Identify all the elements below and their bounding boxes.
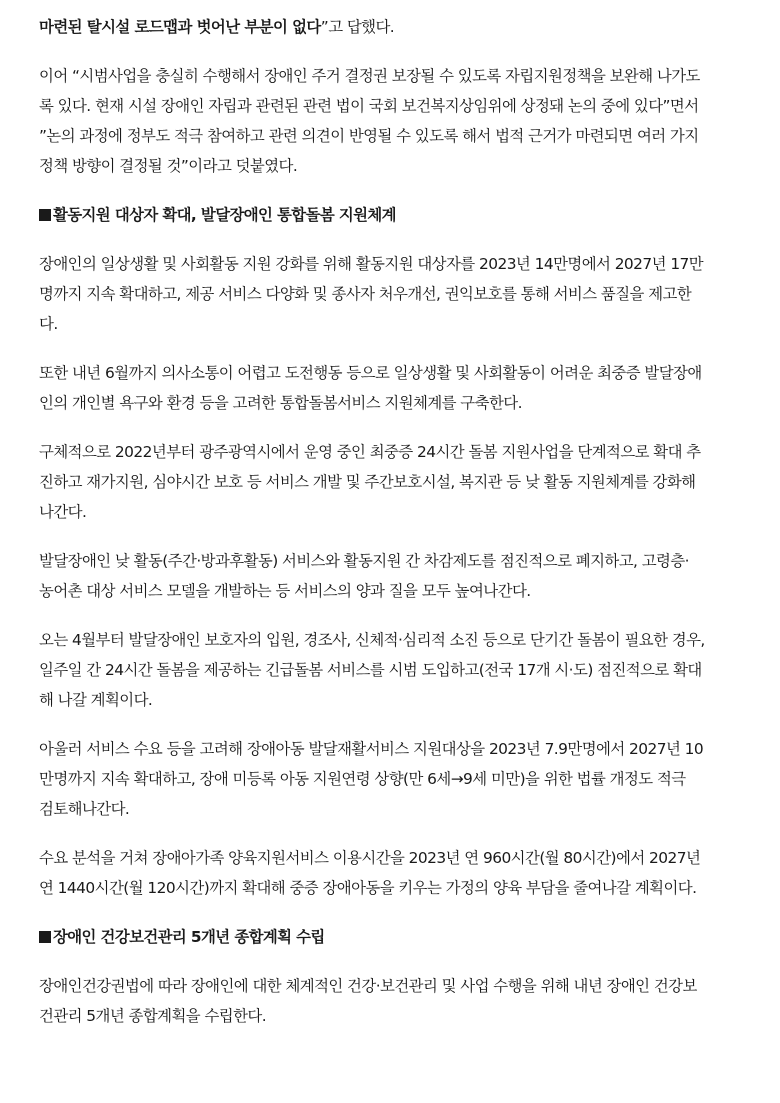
text-line: 구체적으로 2022년부터 광주광역시에서 운영 중인 최중증 24시간 돌봄 지원사업을 단계적으로 확대 추 xyxy=(39,443,701,461)
text-line: 인의 개인별 욕구와 환경 등을 고려한 통합돌봄서비스 지원체계를 구축한다. xyxy=(39,394,522,412)
section-heading-health-plan xyxy=(39,922,751,952)
text-line: 정책 방향이 결정될 것”이라고 덧붙였다. xyxy=(39,157,298,175)
text-line: 다. xyxy=(39,315,58,333)
black-square-bullet-icon xyxy=(39,931,51,943)
text-line: 농어촌 대상 서비스 모델을 개발하는 등 서비스의 양과 질을 모두 높여나간다. xyxy=(39,582,531,600)
quote-bold-text: 마련된 탈시설 로드맵과 벗어난 부분이 없다 xyxy=(39,18,321,36)
paragraph-gwangju-program xyxy=(39,437,751,527)
paragraph-emergency-care xyxy=(39,625,751,715)
text-line: 발달장애인 낮 활동(주간·방과후활동) 서비스와 활동지원 간 차감제도를 점진적으로 폐지하고, 고령층· xyxy=(39,552,690,570)
black-square-bullet-icon xyxy=(39,209,51,221)
text-line: 해 나갈 계획이다. xyxy=(39,691,153,709)
paragraph-official-comment xyxy=(39,61,751,181)
text-line: 나간다. xyxy=(39,503,87,521)
section-heading-text: 장애인 건강보건관리 5개년 종합계획 수립 xyxy=(53,928,325,946)
text-line: 일주일 간 24시간 돌봄을 제공하는 긴급돌봄 서비스를 시범 도입하고(전국 17개 시·도) 점진적으로 확대 xyxy=(39,661,702,679)
paragraph-parenting-support xyxy=(39,843,751,903)
article-body xyxy=(39,12,751,1031)
text-line: 오는 4월부터 발달장애인 보호자의 입원, 경조사, 신체적·심리적 소진 등으로 단기간 돌봄이 필요한 경우, xyxy=(39,631,705,649)
paragraph-quote-ending xyxy=(39,12,751,42)
quote-trailing-text: ”고 답했다. xyxy=(320,18,395,36)
paragraph-integrated-care xyxy=(39,358,751,418)
text-line: 검토해나간다. xyxy=(39,800,130,818)
text-line: 장애인의 일상생활 및 사회활동 지원 강화를 위해 활동지원 대상자를 2023년 14만명에서 2027년 17만 xyxy=(39,255,704,273)
paragraph-day-activity xyxy=(39,546,751,606)
paragraph-activity-support xyxy=(39,249,751,339)
paragraph-health-plan xyxy=(39,971,751,1031)
paragraph-rehab-service xyxy=(39,734,751,824)
text-line: ”논의 과정에 정부도 적극 참여하고 관련 의견이 반영될 수 있도록 해서 법적 근거가 마련되면 여러 가지 xyxy=(39,127,699,145)
text-line: 또한 내년 6월까지 의사소통이 어렵고 도전행동 등으로 일상생활 및 사회활동이 어려운 최중증 발달장애 xyxy=(39,364,702,382)
text-line: 아울러 서비스 수요 등을 고려해 장애아동 발달재활서비스 지원대상을 2023년 7.9만명에서 2027년 10 xyxy=(39,740,704,758)
text-line: 연 1440시간(월 120시간)까지 확대해 중증 장애아동을 키우는 가정의 양육 부담을 줄여나갈 계획이다. xyxy=(39,879,697,897)
text-line: 수요 분석을 거쳐 장애아가족 양육지원서비스 이용시간을 2023년 연 960시간(월 80시간)에서 2027년 xyxy=(39,849,701,867)
section-heading-text: 활동지원 대상자 확대, 발달장애인 통합돌봄 지원체계 xyxy=(53,206,396,224)
text-line: 만명까지 지속 확대하고, 장애 미등록 아동 지원연령 상향(만 6세→9세 미만)을 위한 법률 개정도 적극 xyxy=(39,770,686,788)
text-line: 록 있다. 현재 시설 장애인 자립과 관련된 관련 법이 국회 보건복지상임위에 상정돼 논의 중에 있다”면서 xyxy=(39,97,699,115)
text-line: 건관리 5개년 종합계획을 수립한다. xyxy=(39,1007,267,1025)
text-line: 진하고 재가지원, 심야시간 보호 등 서비스 개발 및 주간보호시설, 복지관 등 낮 활동 지원체계를 강화해 xyxy=(39,473,696,491)
text-line: 명까지 지속 확대하고, 제공 서비스 다양화 및 종사자 처우개선, 권익보호를 통해 서비스 품질을 제고한 xyxy=(39,285,692,303)
text-line: 장애인건강권법에 따라 장애인에 대한 체계적인 건강·보건관리 및 사업 수행을 위해 내년 장애인 건강보 xyxy=(39,977,697,995)
section-heading-activity-support xyxy=(39,200,751,230)
text-line: 이어 “시범사업을 충실히 수행해서 장애인 주거 결정권 보장될 수 있도록 자립지원정책을 보완해 나가도 xyxy=(39,67,700,85)
